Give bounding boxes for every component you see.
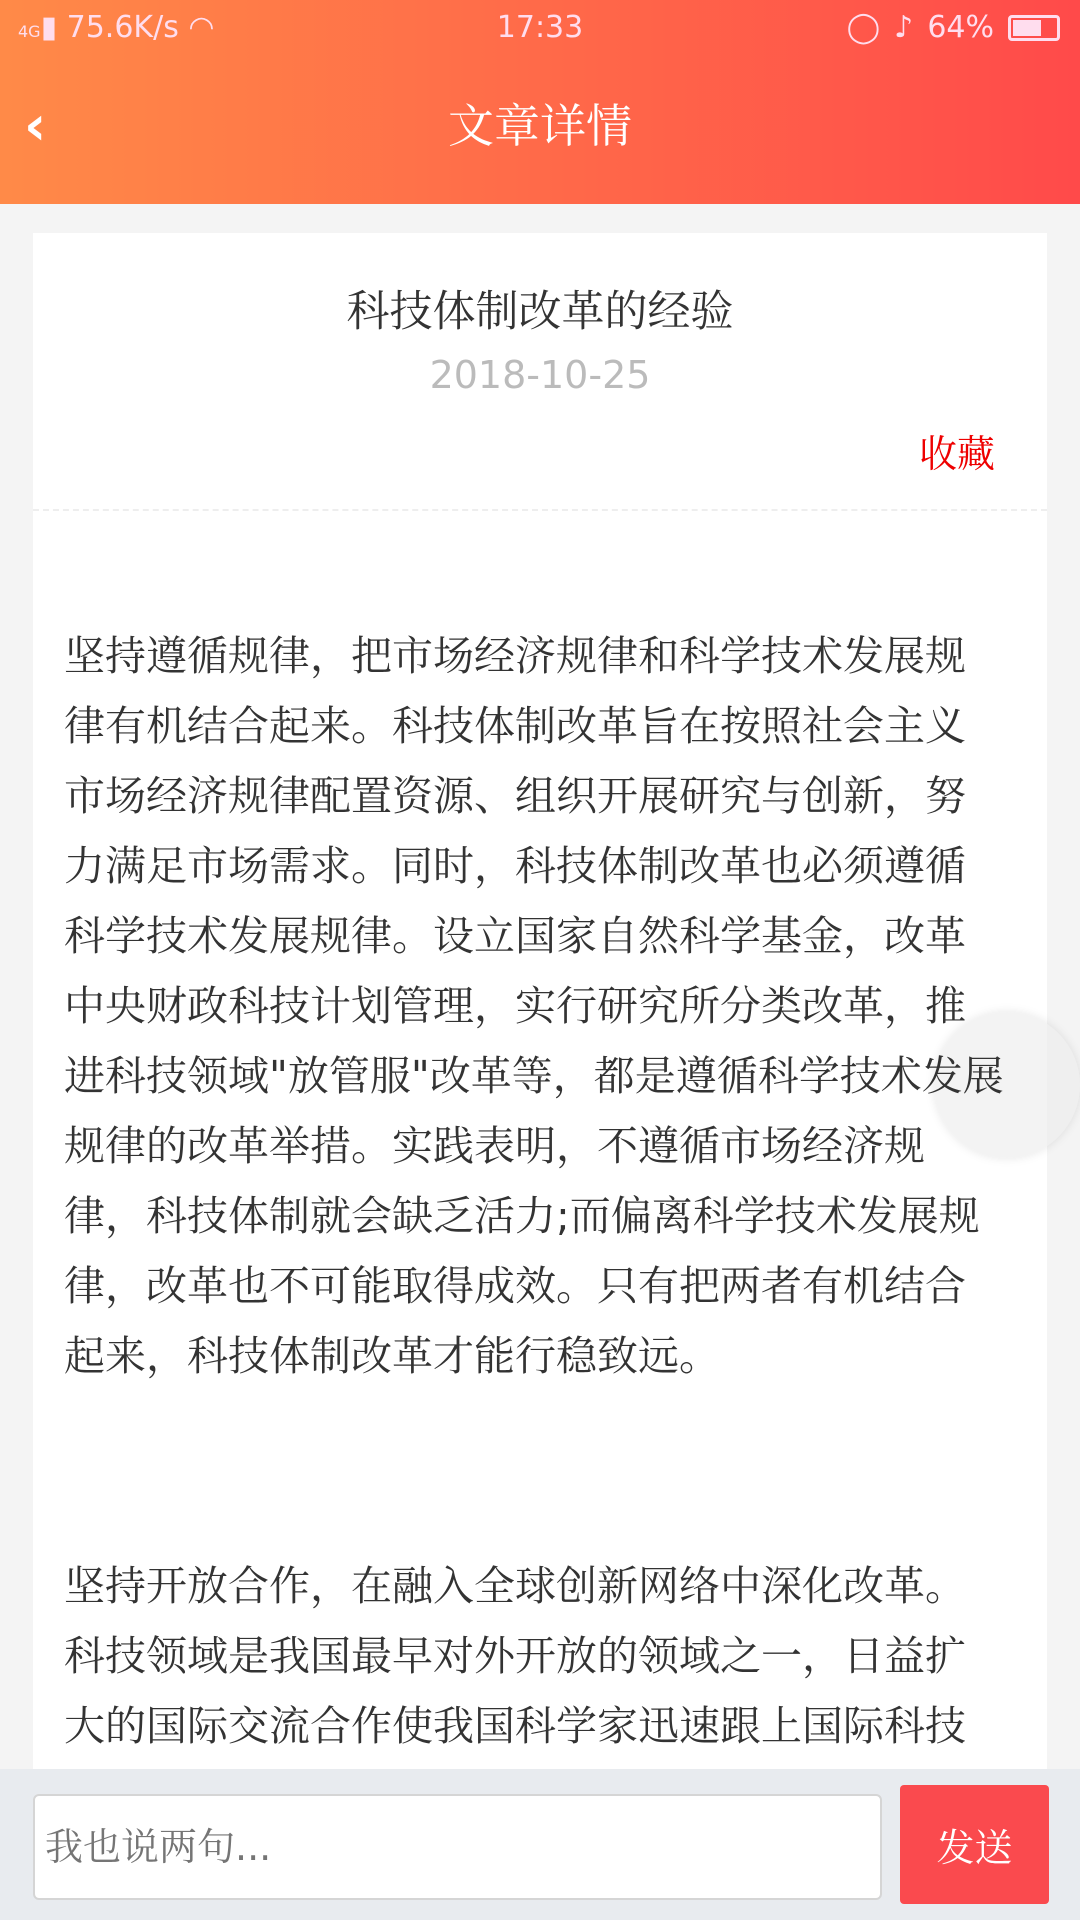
- page-title: 文章详情: [448, 99, 632, 153]
- paragraph-line: 坚持遵循规律，把市场经济规律和科学技术发展规: [64, 632, 966, 680]
- paragraph-line: 力满足市场需求。同时，科技体制改革也必须遵循: [64, 842, 966, 890]
- battery-icon: [1008, 15, 1060, 41]
- app-header: [0, 0, 1080, 204]
- comment-bar: [0, 1769, 1080, 1920]
- status-bar: [0, 0, 1080, 60]
- paragraph-line: 进科技领域"放管服"改革等，都是遵循科学技术发展: [64, 1052, 1004, 1100]
- clock: 17:33: [496, 10, 584, 45]
- signal-icon: 4G: [18, 22, 41, 41]
- wifi-icon: ◠: [188, 10, 215, 45]
- article-paragraph: [64, 621, 1004, 1391]
- paragraph-line: 市场经济规律配置资源、组织开展研究与创新，努: [64, 772, 966, 820]
- article-paragraph: [64, 1551, 966, 1761]
- paragraph-line: 科学技术发展规律。设立国家自然科学基金，改革: [64, 912, 966, 960]
- paragraph-line: 律，科技体制就会缺乏活力;而偏离科学技术发展规: [64, 1192, 980, 1240]
- headset-icon: ◯: [846, 10, 881, 45]
- paragraph-line: 规律的改革举措。实践表明，不遵循市场经济规: [64, 1122, 925, 1170]
- back-button[interactable]: ‹: [24, 94, 47, 157]
- send-button[interactable]: 发送: [900, 1785, 1049, 1904]
- divider: [33, 509, 1047, 511]
- paragraph-line: 律有机结合起来。科技体制改革旨在按照社会主义: [64, 702, 966, 750]
- paragraph-line: 律，改革也不可能取得成效。只有把两者有机结合: [64, 1262, 966, 1310]
- network-speed: 75.6K/s: [66, 10, 179, 45]
- article-date: 2018-10-25: [429, 353, 651, 397]
- network-status: 4G▮ 75.6K/s ◠: [18, 10, 215, 45]
- paragraph-line: 科技领域是我国最早对外开放的领域之一，日益扩: [64, 1632, 966, 1680]
- article-card: [33, 233, 1047, 1773]
- paragraph-line: 起来，科技体制改革才能行稳致远。: [64, 1332, 720, 1380]
- article-title: 科技体制改革的经验: [346, 287, 734, 337]
- paragraph-line: 坚持开放合作，在融入全球创新网络中深化改革。: [64, 1562, 966, 1610]
- favorite-button[interactable]: 收藏: [918, 432, 995, 476]
- paragraph-line: 大的国际交流合作使我国科学家迅速跟上国际科技: [64, 1702, 966, 1750]
- mute-bell-icon: ♪: [894, 10, 914, 45]
- battery-percent: 64%: [927, 10, 994, 45]
- comment-input[interactable]: [33, 1794, 882, 1900]
- paragraph-line: 中央财政科技计划管理，实行研究所分类改革，推: [64, 982, 966, 1030]
